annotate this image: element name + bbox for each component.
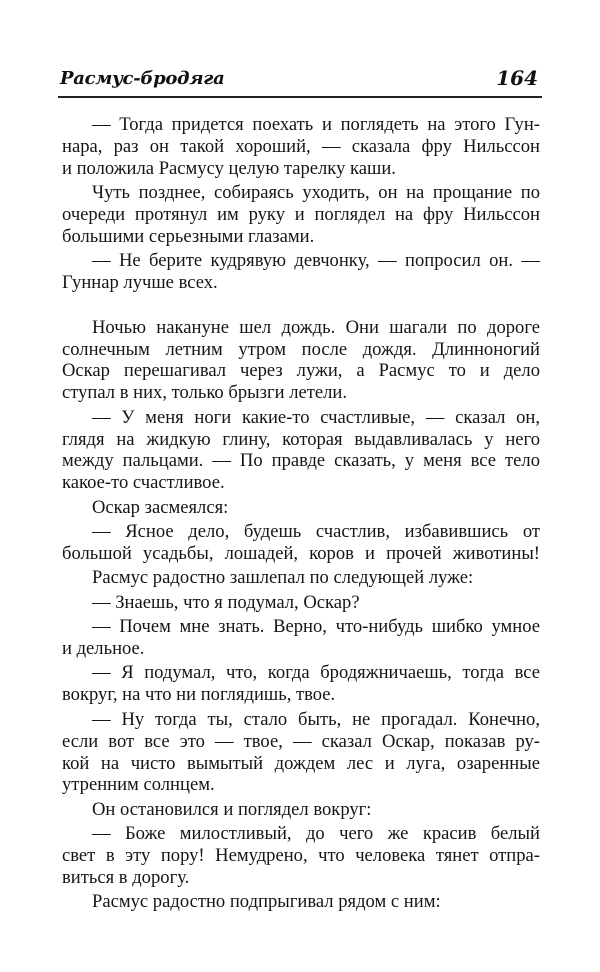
text-line: — Я подумал, что, когда бродяжничаешь, тогда все (92, 662, 540, 684)
text-line: утренним солнцем. (62, 774, 215, 796)
text-line: и дельное. (62, 638, 145, 660)
text-line: какое-то счастливое. (62, 472, 225, 494)
text-line: — Ясное дело, будешь счастлив, избавившись от (92, 521, 540, 543)
text-line: и положила Расмусу целую тарелку каши. (62, 157, 396, 179)
text-line: — Почем мне знать. Верно, что-нибудь шибко умное (92, 616, 540, 638)
text-line: — У меня ноги какие-то счастливые, — сказал он, (92, 406, 540, 428)
text-line: солнечным летним утром после дождя. Длинноногий (62, 338, 540, 360)
text-line: Ночью накануне шел дождь. Они шагали по дороге (92, 316, 540, 338)
page-header (58, 66, 542, 96)
body-text (62, 114, 540, 913)
text-line: Расмус радостно подпрыгивал рядом с ним: (92, 891, 441, 913)
text-line: нара, раз он такой хороший, — сказала фру Нильссон (62, 135, 540, 157)
text-line: — Знаешь, что я подумал, Оскар? (92, 591, 360, 613)
text-line: Расмус радостно зашлепал по следующей луже: (92, 567, 474, 589)
text-line: Он остановился и поглядел вокруг: (92, 798, 372, 820)
text-line: свет в эту пору! Немудрено, что человека тянет отпра- (62, 845, 540, 867)
text-line: Гуннар лучше всех. (62, 272, 218, 294)
text-line: между пальцами. — По правде сказать, у меня все тело (62, 450, 540, 472)
text-line: если вот все это — твое, — сказал Оскар, показав ру- (62, 730, 540, 752)
text-line: — Тогда придется поехать и поглядеть на этого Гун- (92, 114, 540, 135)
text-line: глядя на жидкую глину, которая выдавливалась у него (62, 428, 540, 450)
text-line: большими серьезными глазами. (62, 225, 315, 247)
text-line: Оскар перешагивал через лужи, а Расмус то и дело (62, 360, 540, 382)
text-line: вокруг, на что ни поглядишь, твое. (62, 684, 336, 706)
header-rule (58, 96, 542, 98)
text-line: кой на чисто вымытый дождем лес и луга, озаренные (62, 752, 540, 774)
text-line: — Не берите кудрявую девчонку, — попросил он. — (92, 250, 540, 272)
running-title: Расмус-бродяга (60, 68, 225, 89)
text-line: очереди протянул им руку и поглядел на фру Нильссон (62, 204, 540, 226)
text-line: большой усадьбы, лошадей, коров и прочей животины! (62, 543, 540, 565)
page-number: 164 (496, 66, 538, 90)
text-line: Чуть позднее, собираясь уходить, он на прощание по (92, 182, 540, 204)
text-line: виться в дорогу. (62, 867, 190, 888)
text-line: — Боже милостливый, до чего же красив белый (92, 823, 540, 845)
text-line: — Ну тогда ты, стало быть, не прогадал. Конечно, (92, 708, 540, 730)
text-line: Оскар засмеялся: (92, 496, 229, 518)
text-line: ступал в них, только брызги летели. (62, 382, 347, 404)
